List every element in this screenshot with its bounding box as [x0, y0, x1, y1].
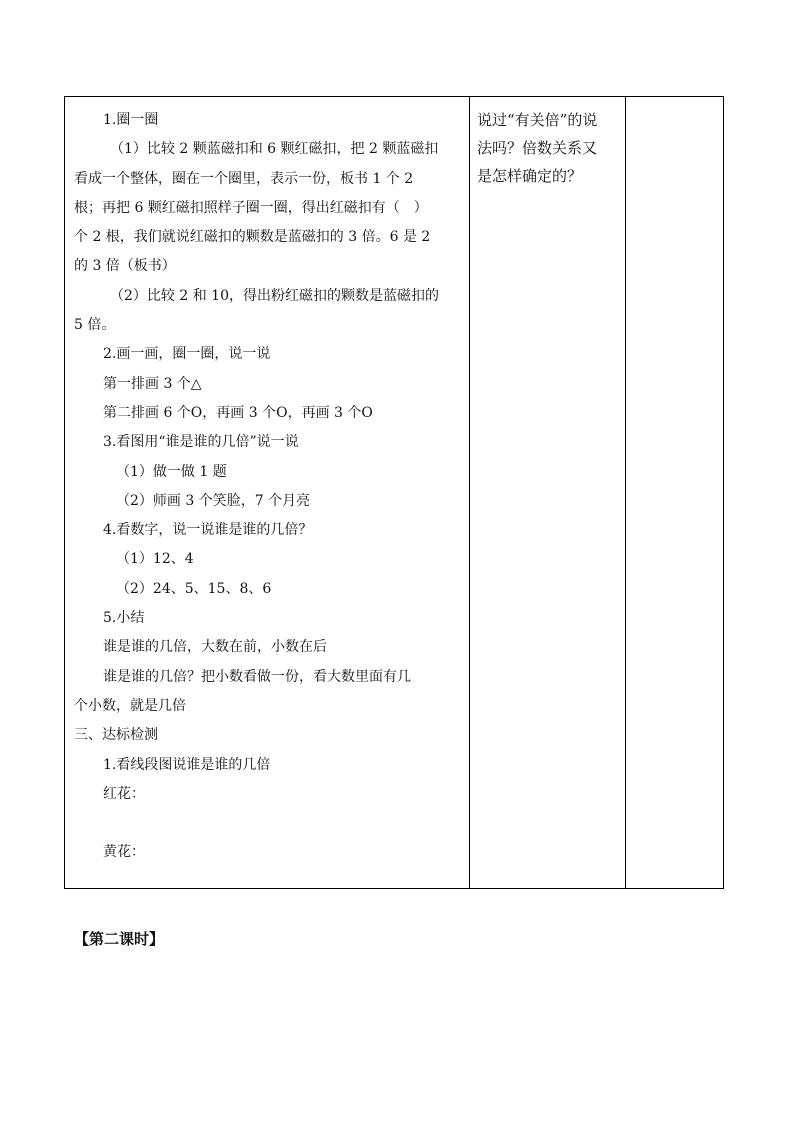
text-line: 5 倍。	[74, 317, 116, 334]
text-line: 5.小结	[103, 610, 145, 627]
text-line: 2.画一画，圈一圈，说一说	[103, 346, 271, 363]
text-line: 谁是谁的几倍？把小数看做一份，看大数里面有几	[103, 668, 411, 685]
text-line: 看成一个整体，圈在一个圈里，表示一份，板书 1 个 2	[74, 170, 414, 187]
text-line: 的 3 倍（板书）	[74, 258, 176, 275]
lesson-table	[64, 96, 724, 889]
text-line: 个 2 根，我们就说红磁扣的颗数是蓝磁扣的 3 倍。6 是 2	[74, 229, 431, 246]
blank-space	[74, 809, 463, 838]
text-line: 4.看数字，说一说谁是谁的几倍？	[103, 522, 313, 539]
text-line: 黄花：	[103, 844, 145, 861]
text-line: 根；再把 6 颗红磁扣照样子圈一圈，得出红磁扣有（ ）	[74, 199, 428, 216]
text-line: 3.看图用“谁是谁的几倍”说一说	[103, 434, 299, 451]
text-line: （2）师画 3 个笑脸，7 个月亮	[116, 492, 311, 509]
text-line: 第一排画 3 个△	[103, 375, 202, 392]
note-line: 是怎样确定的？	[477, 167, 583, 185]
text-line: （2）24、5、15、8、6	[116, 580, 272, 597]
text-line: 谁是谁的几倍，大数在前，小数在后	[103, 639, 327, 656]
text-line: 红花：	[103, 785, 145, 802]
text-line: （1）比较 2 颗蓝磁扣和 6 颗红磁扣，把 2 颗蓝磁扣	[110, 141, 439, 158]
text-line: 第二排画 6 个O，再画 3 个O，再画 3 个O	[103, 404, 373, 421]
main-content	[65, 97, 469, 867]
text-line: 1.圈一圈	[103, 112, 159, 128]
text-line: （1）12、4	[116, 551, 194, 568]
section-title: 三、达标检测	[74, 727, 158, 744]
text-line: 1.看线段图说谁是谁的几倍	[103, 756, 271, 773]
note-line: 说过“有关倍”的说	[477, 111, 598, 129]
note-content	[470, 97, 625, 190]
note-line: 法吗？倍数关系又	[477, 139, 598, 157]
note-cell	[470, 97, 626, 889]
table-row	[65, 97, 724, 889]
text-line: （1）做一做 1 题	[116, 463, 227, 480]
empty-cell	[626, 97, 724, 889]
section-heading: 【第二课时】	[74, 930, 165, 948]
text-line: 个小数，就是几倍	[74, 697, 186, 714]
main-cell	[65, 97, 470, 889]
text-line: （2）比较 2 和 10，得出粉红磁扣的颗数是蓝磁扣的	[110, 287, 439, 304]
